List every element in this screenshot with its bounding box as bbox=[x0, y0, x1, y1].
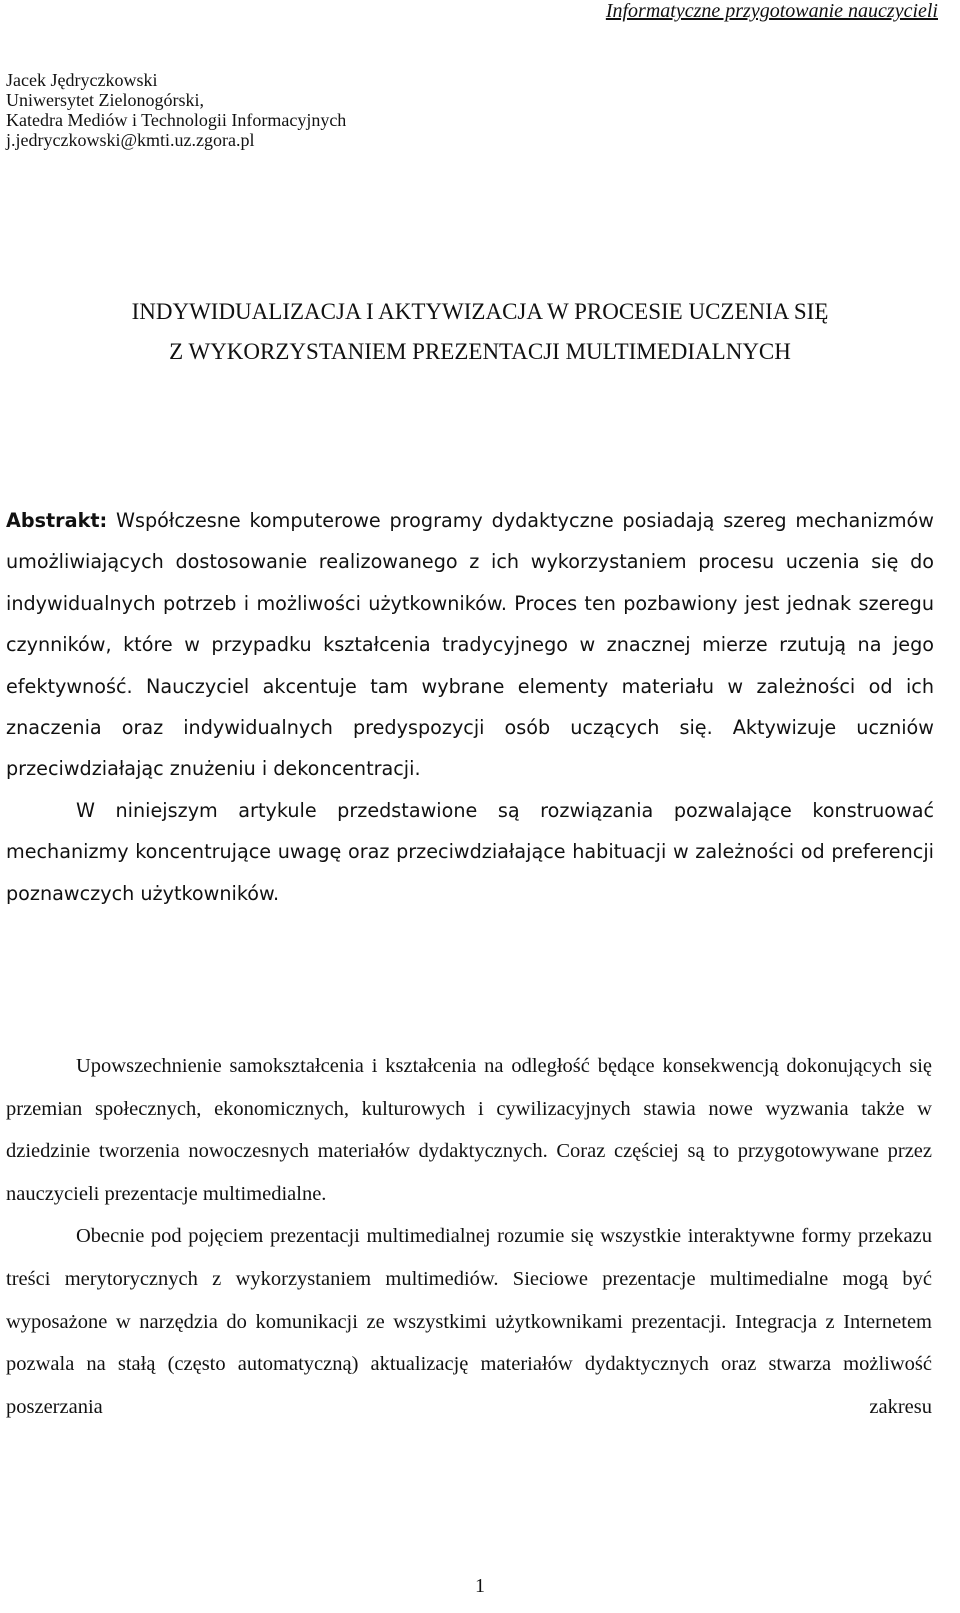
author-name: Jacek Jędryczkowski bbox=[6, 70, 158, 90]
title-line-2: Z WYKORZYSTANIEM PREZENTACJI MULTIMEDIALNYCH bbox=[169, 339, 791, 364]
abstract-section bbox=[6, 500, 934, 914]
author-university: Uniwersytet Zielonogórski, bbox=[6, 90, 204, 110]
body-paragraph-1: Upowszechnienie samokształcenia i kształcenia na odległość będące konsekwencją dokonujących się przemian społecznych, ekonomicznych, kulturowych i cywilizacyjnych stawia nowe wyzwania także w dziedzinie tworzenia nowoczesnych materiałów dydaktycznych. Coraz częściej są to przygotowywane przez nauczycieli prezentacje multimedialne. bbox=[6, 1055, 932, 1205]
body-text bbox=[6, 1045, 932, 1428]
author-block bbox=[6, 70, 346, 150]
body-paragraph-2: Obecnie pod pojęciem prezentacji multimedialnej rozumie się wszystkie interaktywne formy przekazu treści merytorycznych z wykorzystaniem multimediów. Sieciowe prezentacje multimedialne mogą być wyposażone w narzędzia do komunikacji ze wszystkimi użytkownikami prezentacji. Integracja z Internetem pozwala na stałą (często automatyczną) aktualizację materiałów dydaktycznych oraz stwarza możliwość poszerzania zakresu bbox=[6, 1225, 932, 1418]
page-number: 1 bbox=[475, 1575, 485, 1597]
author-department: Katedra Mediów i Technologii Informacyjnych bbox=[6, 110, 347, 130]
title-line-1: INDYWIDUALIZACJA I AKTYWIZACJA W PROCESIE UCZENIA SIĘ bbox=[131, 299, 829, 324]
abstract-paragraph-2: W niniejszym artykule przedstawione są rozwiązania pozwalające konstruować mechanizmy koncentrujące uwagę oraz przeciwdziałające habituacji w zależności od preferencji poznawczych użytkowników. bbox=[6, 798, 934, 905]
paper-title bbox=[0, 292, 960, 372]
running-header: Informatyczne przygotowanie nauczycieli bbox=[605, 0, 938, 22]
abstract-paragraph-1 bbox=[6, 500, 934, 790]
abstract-text-1: Współczesne komputerowe programy dydaktyczne posiadają szereg mechanizmów umożliwiających dostosowanie realizowanego z ich wykorzystaniem procesu uczenia się do indywidualnych potrzeb i możliwości użytkowników. Proces ten pozbawiony jest jednak szeregu czynników, które w przypadku kształcenia tradycyjnego w znacznej mierze rzutują na jego efektywność. Nauczyciel akcentuje tam wybrane elementy materiału w zależności od ich znaczenia oraz indywidualnych predyspozycji osób uczących się. Aktywizuje uczniów przeciwdziałając znużeniu i dekoncentracji. bbox=[6, 509, 934, 781]
author-email: j.jedryczkowski@kmti.uz.zgora.pl bbox=[6, 130, 255, 150]
abstract-label: Abstrakt: bbox=[6, 509, 108, 532]
